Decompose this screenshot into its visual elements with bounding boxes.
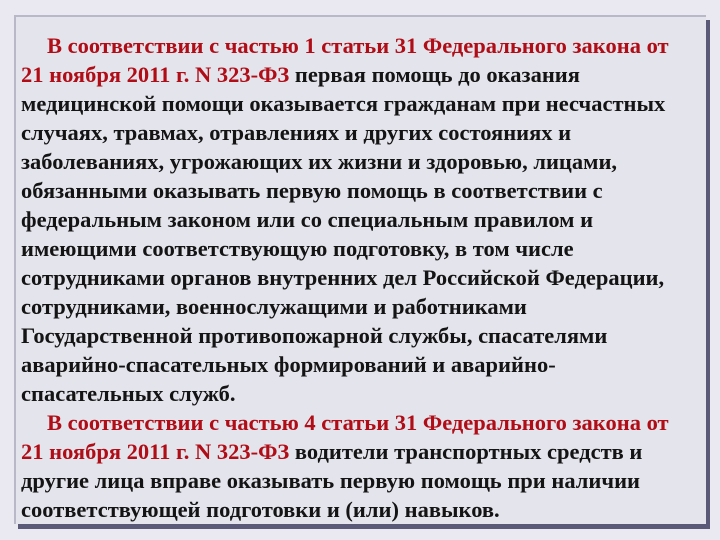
paragraph-1-line-9: сотрудниками органов внутренних дел Российской Федерации, (21, 265, 665, 290)
paragraph-2-line-3: другие лица вправе оказывать первую помощь при наличии (21, 468, 641, 493)
panel-left-border (14, 15, 16, 524)
panel-top-border (14, 15, 706, 17)
law-reference-date: 21 ноября 2011 г. N 323-ФЗ (21, 62, 290, 87)
paragraph-1-line-11: Государственной противопожарной службы, спасателями (21, 323, 608, 348)
paragraph-1-line-13: спасательных служб. (21, 381, 236, 406)
paragraph-1-line-12: аварийно-спасательных формирований и аварийно- (21, 352, 556, 377)
paragraph-1-line-6: обязанными оказывать первую помощь в соответствии с (21, 178, 603, 203)
paragraph-1-line-1 (21, 31, 706, 60)
law-reference: В соответствии с частью 4 статьи 31 Федерального закона от (47, 410, 669, 435)
paragraph-1-line-4: случаях, травмах, отравлениях и других состояниях и (21, 120, 572, 145)
paragraph-1-line-2: 21 ноября 2011 г. N 323-ФЗ первая помощь до оказания (21, 62, 580, 87)
paragraph-1-line-8: имеющими соответствующую подготовку, в том числе (21, 236, 574, 261)
law-reference-date: 21 ноября 2011 г. N 323-ФЗ (21, 439, 290, 464)
document-body (21, 31, 706, 524)
paragraph-1-line-10: сотрудниками, военнослужащими и работниками (21, 294, 527, 319)
paragraph-1-line-7: федеральным законом или со специальным правилом и (21, 207, 594, 232)
law-reference: В соответствии с частью 1 статьи 31 Федерального закона от (47, 33, 669, 58)
paragraph-1-line-5: заболеваниях, угрожающих их жизни и здоровью, лицами, (21, 149, 618, 174)
paragraph-2-line-2: 21 ноября 2011 г. N 323-ФЗ водители транспортных средств и (21, 439, 643, 464)
paragraph-2-line-4: соответствующей подготовки и (или) навыков. (21, 497, 500, 522)
paragraph-2-line-1 (21, 408, 706, 437)
paragraph-1-line-3: медицинской помощи оказывается гражданам при несчастных (21, 91, 666, 116)
text-panel (14, 15, 706, 524)
